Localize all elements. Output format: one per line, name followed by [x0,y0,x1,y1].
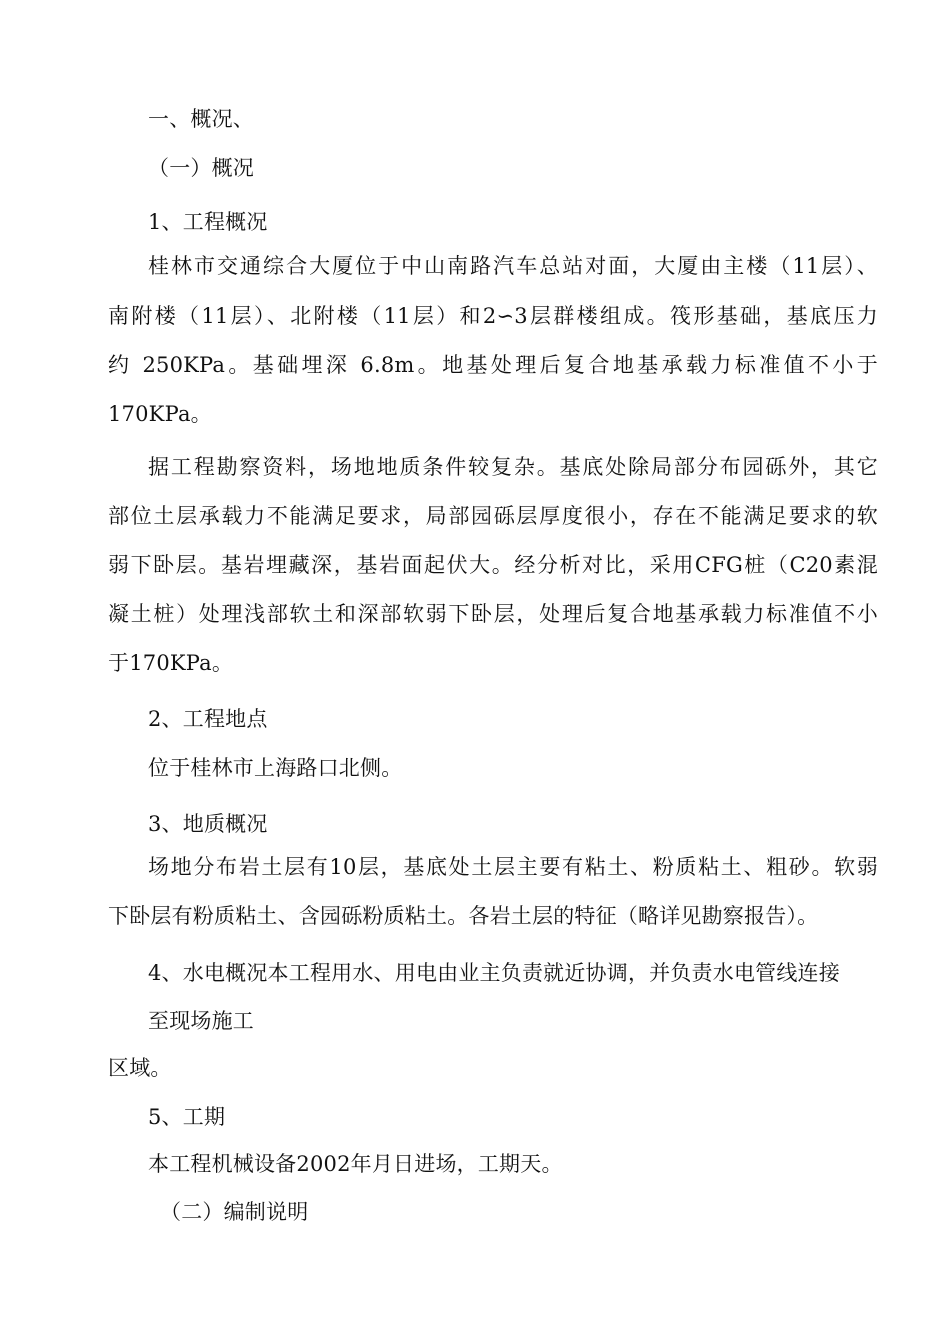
paragraph-line: 于170KPa。 [108,651,234,675]
section-title-project-location: 2、工程地点 [148,707,268,731]
section-utilities-line: 4、水电概况本工程用水、用电由业主负责就近协调，并负责水电管线连接 [148,961,840,985]
paragraph-line: 南附楼（11层）、北附楼（11层）和2∽3层群楼组成。筏形基础，基底压力 [108,304,878,328]
section-utilities-line: 至现场施工 [148,1009,254,1033]
section-title-project-overview: 1、工程概况 [148,210,268,234]
subheading-compilation-notes: （二）编制说明 [160,1200,309,1224]
paragraph-line: 场地分布岩土层有10层，基底处土层主要有粘土、粉质粘土、粗砂。软弱 [148,855,878,879]
paragraph-line: 桂林市交通综合大厦位于中山南路汽车总站对面，大厦由主楼（11层）、 [148,254,878,278]
section-utilities-line: 区域。 [108,1056,172,1080]
paragraph-line: 下卧层有粉质粘土、含园砾粉质粘土。各岩土层的特征（略详见勘察报告）。 [108,904,819,928]
paragraph-line: 位于桂林市上海路口北侧。 [148,756,403,780]
paragraph-line: 约 250KPa。基础埋深 6.8m。地基处理后复合地基承载力标准值不小于 [108,353,878,377]
paragraph-line: 170KPa。 [108,402,212,426]
section-title-geology: 3、地质概况 [148,812,268,836]
section-title-schedule: 5、工期 [148,1105,226,1129]
paragraph-line: 本工程机械设备2002年月日进场，工期天。 [148,1152,563,1176]
subheading-overview: （一）概况 [148,156,254,180]
heading-overview: 一、概况、 [148,107,254,131]
paragraph-line: 凝土桩）处理浅部软土和深部软弱下卧层，处理后复合地基承载力标准值不小 [108,602,878,626]
paragraph-line: 部位土层承载力不能满足要求，局部园砾层厚度很小，存在不能满足要求的软 [108,504,878,528]
paragraph-line: 据工程勘察资料，场地地质条件较复杂。基底处除局部分布园砾外，其它 [148,455,878,479]
paragraph-line: 弱下卧层。基岩埋藏深，基岩面起伏大。经分析对比，采用CFG桩（C20素混 [108,553,878,577]
